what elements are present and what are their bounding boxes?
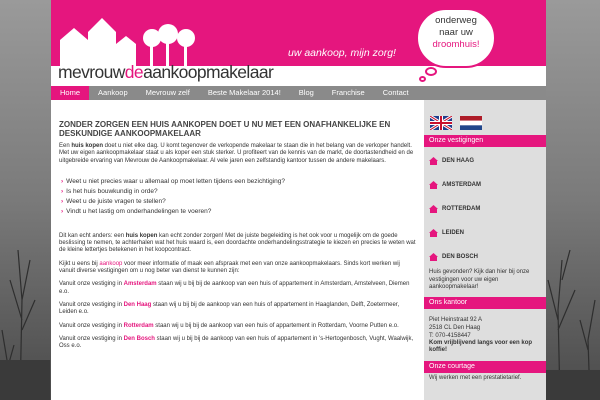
house-icon	[429, 205, 438, 213]
location-leiden[interactable]	[424, 221, 546, 245]
intro-bold: huis kopen	[71, 143, 104, 149]
office-city-link[interactable]: Rotterdam	[123, 322, 154, 329]
p3-lead: Kijkt u eens bij	[59, 260, 100, 267]
intro-paragraph	[59, 143, 416, 165]
site-logo[interactable]	[58, 62, 273, 83]
phone-number[interactable]: T: 070-4158447	[429, 332, 471, 339]
main-nav	[51, 86, 546, 100]
main-content	[51, 100, 424, 400]
nav-franchise[interactable]: Franchise	[331, 88, 365, 97]
found-text: Huis gevonden? Kijk dan hier bij onze vestigingen voor uw eigen aankoopmakelaar!	[429, 269, 530, 290]
office-city-link[interactable]: Amsterdam	[123, 281, 157, 288]
address-line-1: Piet Heinstraat 92 A	[429, 316, 483, 323]
office-lead: Vanuit onze vestiging in	[59, 281, 124, 288]
house-icon	[429, 253, 438, 261]
office-rest: staan wij u bij bij de aankoop van een huis of appartement in Haaglanden, Delft, Zoetermeer, Leiden e.o.	[59, 301, 400, 316]
courtage-text: Wij werken met een prestatietarief.	[429, 374, 522, 381]
kantoor-heading: Ons kantoor	[424, 297, 546, 309]
chevron-right-icon: ›	[61, 207, 64, 215]
house-icon	[429, 229, 438, 237]
office-city-link[interactable]: Den Haag	[123, 301, 152, 308]
language-switcher	[424, 100, 546, 132]
house-icon	[429, 157, 438, 165]
sidebar	[424, 100, 546, 400]
aankoop-link[interactable]: aankoop	[99, 260, 123, 267]
office-rest: staan wij u bij bij de aankoop van een huis of appartement in Amsterdam, Amstelveen, Diemen e.o.	[59, 281, 410, 295]
vestigingen-heading: Onze vestigingen	[424, 135, 546, 147]
page-title: ZONDER ZORGEN EEN HUIS AANKOPEN DOET U NU MET EEN ONAFHANKELIJKE EN DESKUNDIGE AANKOOPMAKELAAR	[59, 120, 391, 138]
office-paragraph	[59, 323, 416, 330]
location-label: DEN HAAG	[442, 158, 475, 164]
nav-aankoop[interactable]: Aankoop	[98, 88, 128, 97]
location-label: DEN BOSCH	[442, 254, 479, 260]
location-label: ROTTERDAM	[442, 206, 481, 212]
office-paragraph	[59, 302, 416, 317]
list-item	[61, 187, 416, 197]
location-amsterdam[interactable]	[424, 173, 546, 197]
p3-rest: voor meer informatie of maak een afspraak met een van onze aankoopmakelaars. Sinds kort werken wij vanuit diverse vestigingen om u nog beter van dienst te kunnen zijn:	[59, 260, 400, 275]
office-lead: Vanuit onze vestiging in	[59, 301, 124, 308]
office-rest: staan wij u bij bij de aankoop van een huis of appartement in Rotterdam, Voorne Putten e.o.	[153, 322, 399, 329]
nav-home[interactable]: Home	[51, 86, 89, 100]
address-line-2: 2518 CL Den Haag	[429, 324, 481, 331]
chevron-right-icon: ›	[61, 197, 64, 205]
logo-prefix: mevrouw	[58, 62, 125, 82]
office-paragraph	[59, 281, 416, 296]
bubble-line-1: onderweg	[435, 15, 477, 26]
location-label: AMSTERDAM	[442, 182, 481, 188]
office-rest: staan wij u bij bij de aankoop van een huis of appartement in 's-Hertogenbosch, Vught, Waalwijk, Oss e.o.	[59, 335, 414, 350]
location-label: LEIDEN	[442, 230, 465, 236]
p2-bold: huis kopen	[125, 232, 158, 239]
bubble-line-2: naar uw	[439, 27, 473, 38]
bubble-dot	[419, 76, 426, 82]
logo-highlight: de	[124, 62, 144, 82]
nav-mevrouw-zelf[interactable]: Mevrouw zelf	[145, 88, 190, 97]
question-text: Is het huis bouwkundig in orde?	[66, 187, 158, 195]
location-den-haag[interactable]	[424, 149, 546, 173]
location-rotterdam[interactable]	[424, 197, 546, 221]
question-text: Weet u niet precies waar u allemaal op moet letten tijdens een bezichtiging?	[66, 177, 286, 185]
list-item	[61, 197, 416, 207]
intro-lead: Een	[59, 143, 72, 149]
nl-flag-icon[interactable]	[460, 116, 482, 130]
nav-blog[interactable]: Blog	[298, 88, 314, 97]
chevron-right-icon: ›	[61, 177, 64, 185]
bubble-line-3: droomhuis!	[432, 39, 480, 50]
question-list	[61, 177, 416, 217]
bubble-dot	[425, 67, 437, 76]
house-icon	[429, 181, 438, 189]
office-lead: Vanuit onze vestiging in	[59, 335, 124, 342]
paragraph-2	[59, 233, 416, 255]
paragraph-3	[59, 261, 416, 276]
location-den-bosch[interactable]	[424, 245, 546, 269]
nav-contact[interactable]: Contact	[382, 88, 409, 97]
courtage-heading: Onze courtage	[424, 361, 546, 373]
thought-bubble	[416, 8, 496, 68]
question-text: Vindt u het lastig om onderhandelingen te voeren?	[66, 207, 212, 215]
nav-beste-makelaar[interactable]: Beste Makelaar 2014!	[207, 88, 281, 97]
intro-rest: doet u niet elke dag. U komt tegenover de verkopende makelaar te staan die in het belang van de verkoper handelt. Met uw eigen aankoopmakelaar staat u als koper een stuk sterker. U profiteert van de kennis van de markt, de doortastendheid en de uitgebreide ervaring van Mevrouw de Aankoopmakelaar. Al vele jaren een zelfstandig kantoor tussen de andere makelaars.	[59, 143, 414, 164]
chevron-right-icon: ›	[61, 187, 64, 195]
office-city-link[interactable]: Den Bosch	[123, 335, 155, 342]
question-text: Weet u de juiste vragen te stellen?	[66, 197, 166, 205]
office-lead: Vanuit onze vestiging in	[59, 322, 124, 329]
list-item	[61, 177, 416, 187]
tagline: uw aankoop, mijn zorg!	[288, 47, 396, 59]
p2-lead: Dit kan echt anders: een	[59, 232, 126, 239]
p2-rest: kan echt zonder zorgen! Met de juiste begeleiding is het ook voor u mogelijk om de goede beslissing te nemen, te achterhalen wat het huis waard is, een doordachte onderhandelingsstrategie te kiezen en precies te weten wat de kleine lettertjes betekenen in het koopcontract.	[59, 232, 416, 254]
office-address	[424, 311, 546, 340]
office-paragraph	[59, 336, 416, 351]
list-item	[61, 207, 416, 217]
uk-flag-icon[interactable]	[430, 116, 452, 130]
welcome-text: Kom vrijblijvend langs voor een kop koffie!	[429, 339, 533, 353]
logo-suffix: aankoopmakelaar	[143, 62, 274, 82]
